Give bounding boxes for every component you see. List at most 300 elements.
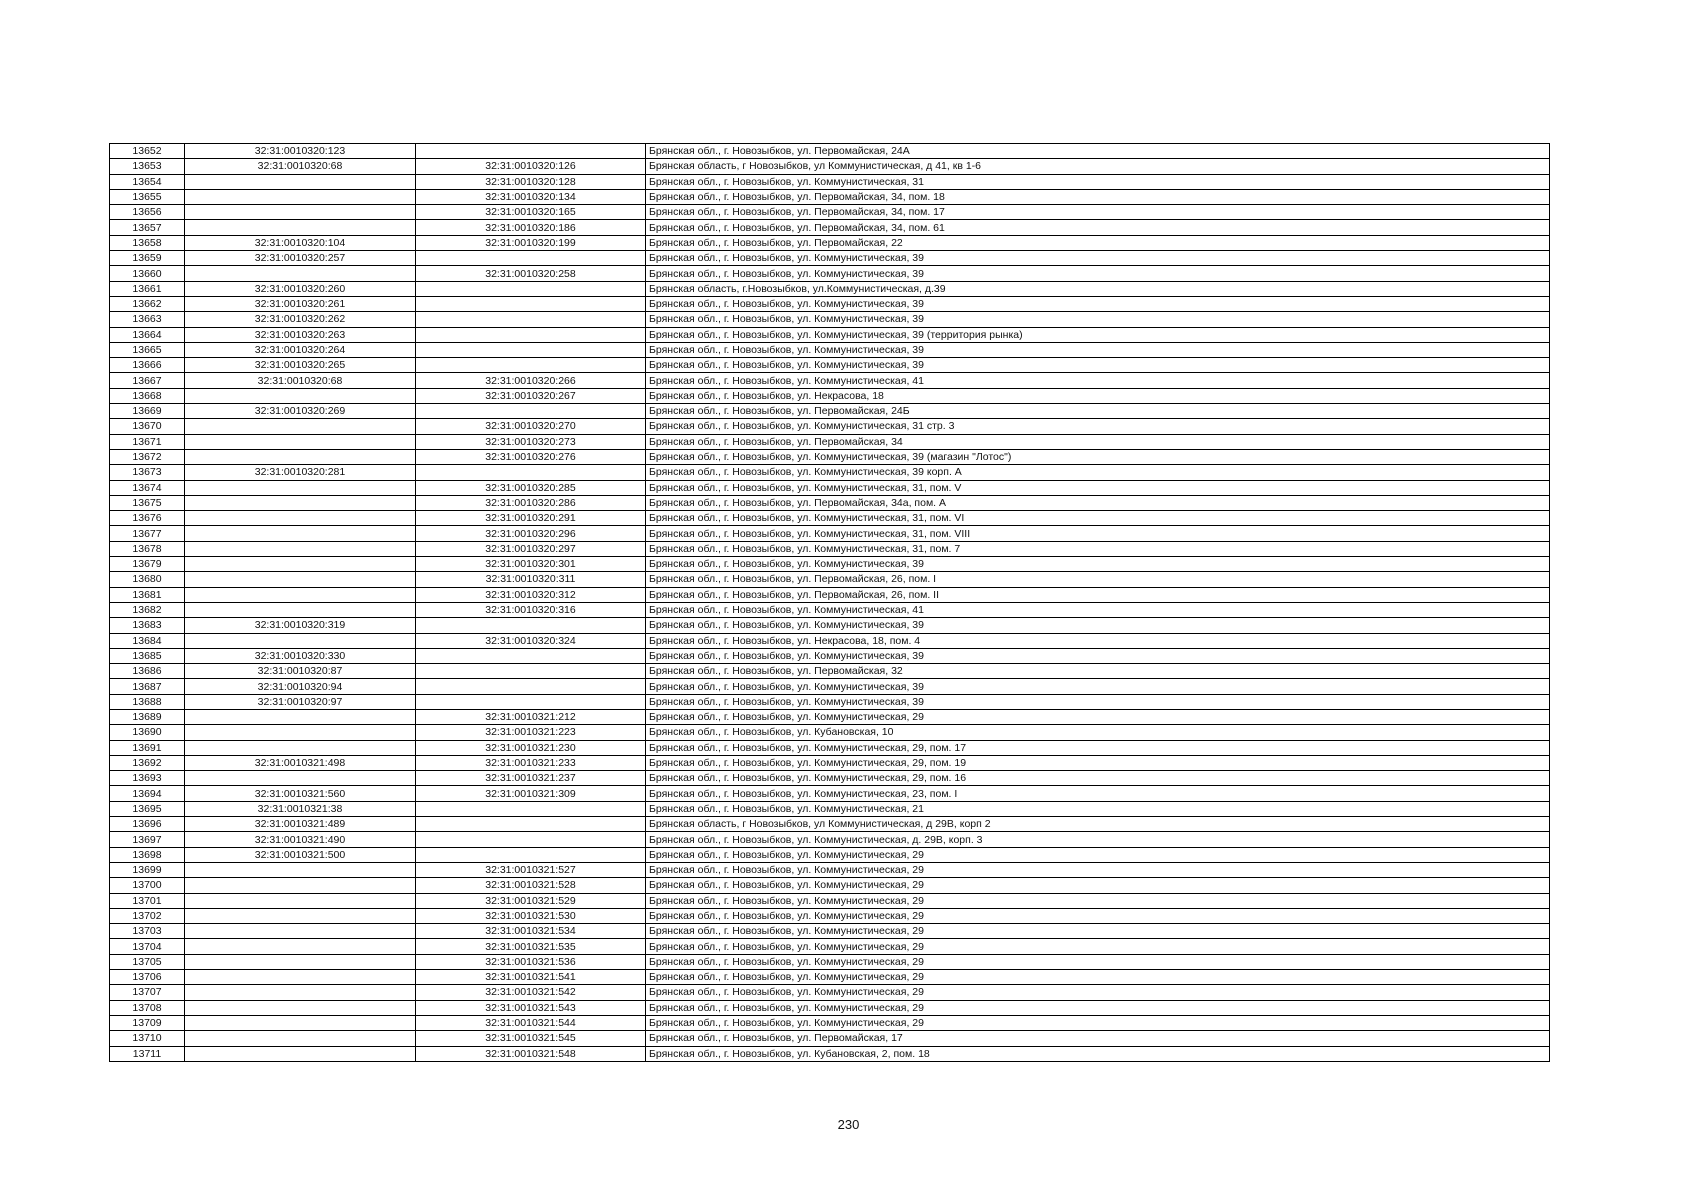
row-number-cell: 13668 bbox=[110, 388, 185, 403]
address-cell: Брянская обл., г. Новозыбков, ул. Коммунистическая, 39 bbox=[646, 312, 1550, 327]
cadastral-number-cell bbox=[185, 189, 416, 204]
table-row bbox=[110, 312, 1550, 327]
table-row bbox=[110, 771, 1550, 786]
address-cell: Брянская область, г Новозыбков, ул Коммунистическая, д 41, кв 1-6 bbox=[646, 159, 1550, 174]
related-cadastral-number-cell bbox=[416, 847, 646, 862]
related-cadastral-number-cell: 32:31:0010320:273 bbox=[416, 434, 646, 449]
related-cadastral-number-cell: 32:31:0010321:233 bbox=[416, 755, 646, 770]
table-row bbox=[110, 633, 1550, 648]
cadastral-number-cell bbox=[185, 908, 416, 923]
cadastral-number-cell bbox=[185, 709, 416, 724]
row-number-cell: 13689 bbox=[110, 709, 185, 724]
table-row bbox=[110, 970, 1550, 985]
cadastral-number-cell bbox=[185, 266, 416, 281]
address-cell: Брянская обл., г. Новозыбков, ул. Некрасова, 18 bbox=[646, 388, 1550, 403]
table-row bbox=[110, 251, 1550, 266]
row-number-cell: 13683 bbox=[110, 618, 185, 633]
table-row bbox=[110, 648, 1550, 663]
related-cadastral-number-cell: 32:31:0010321:535 bbox=[416, 939, 646, 954]
row-number-cell: 13674 bbox=[110, 480, 185, 495]
row-number-cell: 13652 bbox=[110, 144, 185, 159]
row-number-cell: 13692 bbox=[110, 755, 185, 770]
address-cell: Брянская обл., г. Новозыбков, ул. Коммунистическая, 29, пом. 19 bbox=[646, 755, 1550, 770]
row-number-cell: 13702 bbox=[110, 908, 185, 923]
address-cell: Брянская обл., г. Новозыбков, ул. Первомайская, 32 bbox=[646, 664, 1550, 679]
related-cadastral-number-cell bbox=[416, 342, 646, 357]
table-row bbox=[110, 939, 1550, 954]
table-row bbox=[110, 434, 1550, 449]
related-cadastral-number-cell: 32:31:0010321:527 bbox=[416, 862, 646, 877]
cadastral-number-cell: 32:31:0010321:38 bbox=[185, 801, 416, 816]
address-cell: Брянская обл., г. Новозыбков, ул. Первомайская, 34а, пом. А bbox=[646, 495, 1550, 510]
row-number-cell: 13703 bbox=[110, 924, 185, 939]
row-number-cell: 13690 bbox=[110, 725, 185, 740]
related-cadastral-number-cell bbox=[416, 801, 646, 816]
address-cell: Брянская обл., г. Новозыбков, ул. Первомайская, 34, пом. 18 bbox=[646, 189, 1550, 204]
cadastral-number-cell: 32:31:0010321:498 bbox=[185, 755, 416, 770]
cadastral-number-cell bbox=[185, 587, 416, 602]
cadastral-number-cell bbox=[185, 725, 416, 740]
table-row bbox=[110, 878, 1550, 893]
cadastral-number-cell bbox=[185, 434, 416, 449]
row-number-cell: 13688 bbox=[110, 694, 185, 709]
table-row bbox=[110, 786, 1550, 801]
related-cadastral-number-cell: 32:31:0010320:276 bbox=[416, 449, 646, 464]
related-cadastral-number-cell: 32:31:0010321:542 bbox=[416, 985, 646, 1000]
cadastral-number-cell bbox=[185, 419, 416, 434]
table-row bbox=[110, 235, 1550, 250]
address-cell: Брянская обл., г. Новозыбков, ул. Коммунистическая, 29 bbox=[646, 878, 1550, 893]
cadastral-number-cell bbox=[185, 205, 416, 220]
table-row bbox=[110, 1031, 1550, 1046]
row-number-cell: 13694 bbox=[110, 786, 185, 801]
row-number-cell: 13672 bbox=[110, 449, 185, 464]
address-cell: Брянская обл., г. Новозыбков, ул. Коммунистическая, 39 bbox=[646, 557, 1550, 572]
related-cadastral-number-cell: 32:31:0010320:199 bbox=[416, 235, 646, 250]
address-cell: Брянская обл., г. Новозыбков, ул. Коммунистическая, 39 bbox=[646, 342, 1550, 357]
address-cell: Брянская обл., г. Новозыбков, ул. Первомайская, 34, пом. 61 bbox=[646, 220, 1550, 235]
table-row bbox=[110, 847, 1550, 862]
cadastral-number-cell bbox=[185, 1015, 416, 1030]
related-cadastral-number-cell: 32:31:0010320:285 bbox=[416, 480, 646, 495]
table-row bbox=[110, 189, 1550, 204]
address-cell: Брянская обл., г. Новозыбков, ул. Первомайская, 22 bbox=[646, 235, 1550, 250]
cadastral-number-cell: 32:31:0010320:262 bbox=[185, 312, 416, 327]
cadastral-number-cell bbox=[185, 511, 416, 526]
table-row bbox=[110, 1015, 1550, 1030]
address-cell: Брянская обл., г. Новозыбков, ул. Первомайская, 17 bbox=[646, 1031, 1550, 1046]
row-number-cell: 13660 bbox=[110, 266, 185, 281]
cadastral-number-cell: 32:31:0010320:123 bbox=[185, 144, 416, 159]
row-number-cell: 13706 bbox=[110, 970, 185, 985]
table-row bbox=[110, 526, 1550, 541]
related-cadastral-number-cell bbox=[416, 251, 646, 266]
table-row bbox=[110, 449, 1550, 464]
related-cadastral-number-cell: 32:31:0010320:291 bbox=[416, 511, 646, 526]
address-cell: Брянская обл., г. Новозыбков, ул. Коммунистическая, 29, пом. 17 bbox=[646, 740, 1550, 755]
address-cell: Брянская обл., г. Новозыбков, ул. Кубановская, 2, пом. 18 bbox=[646, 1046, 1550, 1061]
table-row bbox=[110, 924, 1550, 939]
cadastral-number-cell bbox=[185, 557, 416, 572]
row-number-cell: 13659 bbox=[110, 251, 185, 266]
table-row bbox=[110, 602, 1550, 617]
table-row bbox=[110, 862, 1550, 877]
registry-table bbox=[109, 143, 1550, 1062]
row-number-cell: 13701 bbox=[110, 893, 185, 908]
cadastral-number-cell: 32:31:0010320:261 bbox=[185, 296, 416, 311]
cadastral-number-cell bbox=[185, 878, 416, 893]
related-cadastral-number-cell: 32:31:0010320:134 bbox=[416, 189, 646, 204]
cadastral-number-cell: 32:31:0010320:260 bbox=[185, 281, 416, 296]
address-cell: Брянская обл., г. Новозыбков, ул. Коммунистическая, 39 bbox=[646, 358, 1550, 373]
row-number-cell: 13695 bbox=[110, 801, 185, 816]
related-cadastral-number-cell: 32:31:0010321:528 bbox=[416, 878, 646, 893]
address-cell: Брянская обл., г. Новозыбков, ул. Коммунистическая, 29 bbox=[646, 893, 1550, 908]
table-row bbox=[110, 664, 1550, 679]
table-row bbox=[110, 419, 1550, 434]
address-cell: Брянская область, г Новозыбков, ул Коммунистическая, д 29В, корп 2 bbox=[646, 817, 1550, 832]
row-number-cell: 13671 bbox=[110, 434, 185, 449]
related-cadastral-number-cell: 32:31:0010321:529 bbox=[416, 893, 646, 908]
related-cadastral-number-cell bbox=[416, 832, 646, 847]
row-number-cell: 13708 bbox=[110, 1000, 185, 1015]
row-number-cell: 13673 bbox=[110, 465, 185, 480]
related-cadastral-number-cell bbox=[416, 358, 646, 373]
cadastral-number-cell: 32:31:0010320:97 bbox=[185, 694, 416, 709]
address-cell: Брянская обл., г. Новозыбков, ул. Коммунистическая, 31, пом. V bbox=[646, 480, 1550, 495]
cadastral-number-cell: 32:31:0010320:94 bbox=[185, 679, 416, 694]
table-row bbox=[110, 679, 1550, 694]
table-row bbox=[110, 465, 1550, 480]
related-cadastral-number-cell: 32:31:0010320:301 bbox=[416, 557, 646, 572]
related-cadastral-number-cell bbox=[416, 296, 646, 311]
row-number-cell: 13657 bbox=[110, 220, 185, 235]
cadastral-number-cell: 32:31:0010320:281 bbox=[185, 465, 416, 480]
row-number-cell: 13711 bbox=[110, 1046, 185, 1061]
row-number-cell: 13687 bbox=[110, 679, 185, 694]
related-cadastral-number-cell: 32:31:0010321:544 bbox=[416, 1015, 646, 1030]
related-cadastral-number-cell: 32:31:0010321:212 bbox=[416, 709, 646, 724]
related-cadastral-number-cell bbox=[416, 817, 646, 832]
address-cell: Брянская обл., г. Новозыбков, ул. Коммунистическая, 31, пом. VI bbox=[646, 511, 1550, 526]
table-row bbox=[110, 618, 1550, 633]
address-cell: Брянская обл., г. Новозыбков, ул. Коммунистическая, 29 bbox=[646, 1000, 1550, 1015]
table-row bbox=[110, 541, 1550, 556]
related-cadastral-number-cell bbox=[416, 694, 646, 709]
row-number-cell: 13684 bbox=[110, 633, 185, 648]
address-cell: Брянская обл., г. Новозыбков, ул. Коммунистическая, 29 bbox=[646, 985, 1550, 1000]
cadastral-number-cell bbox=[185, 633, 416, 648]
table-row bbox=[110, 388, 1550, 403]
related-cadastral-number-cell: 32:31:0010321:543 bbox=[416, 1000, 646, 1015]
cadastral-number-cell: 32:31:0010320:68 bbox=[185, 373, 416, 388]
row-number-cell: 13693 bbox=[110, 771, 185, 786]
table-row bbox=[110, 985, 1550, 1000]
cadastral-number-cell bbox=[185, 1046, 416, 1061]
cadastral-number-cell: 32:31:0010320:257 bbox=[185, 251, 416, 266]
address-cell: Брянская обл., г. Новозыбков, ул. Коммунистическая, 39 корп. А bbox=[646, 465, 1550, 480]
address-cell: Брянская обл., г. Новозыбков, ул. Коммунистическая, 31, пом. VIII bbox=[646, 526, 1550, 541]
cadastral-number-cell: 32:31:0010320:263 bbox=[185, 327, 416, 342]
row-number-cell: 13709 bbox=[110, 1015, 185, 1030]
table-row bbox=[110, 281, 1550, 296]
address-cell: Брянская обл., г. Новозыбков, ул. Коммунистическая, 31 стр. 3 bbox=[646, 419, 1550, 434]
table-row bbox=[110, 954, 1550, 969]
row-number-cell: 13669 bbox=[110, 404, 185, 419]
cadastral-number-cell: 32:31:0010320:87 bbox=[185, 664, 416, 679]
related-cadastral-number-cell: 32:31:0010320:296 bbox=[416, 526, 646, 541]
address-cell: Брянская обл., г. Новозыбков, ул. Коммунистическая, 39 bbox=[646, 679, 1550, 694]
table-row bbox=[110, 587, 1550, 602]
address-cell: Брянская обл., г. Новозыбков, ул. Коммунистическая, 31, пом. 7 bbox=[646, 541, 1550, 556]
cadastral-number-cell: 32:31:0010320:319 bbox=[185, 618, 416, 633]
cadastral-number-cell: 32:31:0010320:330 bbox=[185, 648, 416, 663]
cadastral-number-cell bbox=[185, 893, 416, 908]
table-row bbox=[110, 572, 1550, 587]
table-row bbox=[110, 174, 1550, 189]
row-number-cell: 13666 bbox=[110, 358, 185, 373]
table-row bbox=[110, 893, 1550, 908]
address-cell: Брянская обл., г. Новозыбков, ул. Первомайская, 26, пом. I bbox=[646, 572, 1550, 587]
related-cadastral-number-cell: 32:31:0010320:165 bbox=[416, 205, 646, 220]
related-cadastral-number-cell bbox=[416, 664, 646, 679]
cadastral-number-cell bbox=[185, 924, 416, 939]
address-cell: Брянская обл., г. Новозыбков, ул. Коммунистическая, 29 bbox=[646, 862, 1550, 877]
row-number-cell: 13698 bbox=[110, 847, 185, 862]
row-number-cell: 13662 bbox=[110, 296, 185, 311]
table-row bbox=[110, 908, 1550, 923]
related-cadastral-number-cell: 32:31:0010321:541 bbox=[416, 970, 646, 985]
cadastral-number-cell: 32:31:0010320:269 bbox=[185, 404, 416, 419]
address-cell: Брянская обл., г. Новозыбков, ул. Коммунистическая, 41 bbox=[646, 602, 1550, 617]
cadastral-number-cell bbox=[185, 1000, 416, 1015]
address-cell: Брянская обл., г. Новозыбков, ул. Первомайская, 34, пом. 17 bbox=[646, 205, 1550, 220]
cadastral-number-cell: 32:31:0010320:104 bbox=[185, 235, 416, 250]
related-cadastral-number-cell: 32:31:0010320:286 bbox=[416, 495, 646, 510]
row-number-cell: 13665 bbox=[110, 342, 185, 357]
table-row bbox=[110, 159, 1550, 174]
row-number-cell: 13699 bbox=[110, 862, 185, 877]
cadastral-number-cell bbox=[185, 220, 416, 235]
cadastral-number-cell: 32:31:0010321:489 bbox=[185, 817, 416, 832]
row-number-cell: 13707 bbox=[110, 985, 185, 1000]
row-number-cell: 13681 bbox=[110, 587, 185, 602]
row-number-cell: 13664 bbox=[110, 327, 185, 342]
related-cadastral-number-cell bbox=[416, 648, 646, 663]
row-number-cell: 13661 bbox=[110, 281, 185, 296]
related-cadastral-number-cell: 32:31:0010321:534 bbox=[416, 924, 646, 939]
related-cadastral-number-cell: 32:31:0010320:267 bbox=[416, 388, 646, 403]
table-row bbox=[110, 740, 1550, 755]
address-cell: Брянская обл., г. Новозыбков, ул. Первомайская, 26, пом. II bbox=[646, 587, 1550, 602]
related-cadastral-number-cell bbox=[416, 144, 646, 159]
related-cadastral-number-cell bbox=[416, 618, 646, 633]
related-cadastral-number-cell: 32:31:0010321:536 bbox=[416, 954, 646, 969]
related-cadastral-number-cell bbox=[416, 327, 646, 342]
row-number-cell: 13679 bbox=[110, 557, 185, 572]
row-number-cell: 13675 bbox=[110, 495, 185, 510]
address-cell: Брянская обл., г. Новозыбков, ул. Коммунистическая, 39 (территория рынка) bbox=[646, 327, 1550, 342]
row-number-cell: 13676 bbox=[110, 511, 185, 526]
related-cadastral-number-cell: 32:31:0010321:530 bbox=[416, 908, 646, 923]
table-row bbox=[110, 725, 1550, 740]
cadastral-number-cell bbox=[185, 862, 416, 877]
row-number-cell: 13653 bbox=[110, 159, 185, 174]
related-cadastral-number-cell: 32:31:0010320:311 bbox=[416, 572, 646, 587]
table-row bbox=[110, 495, 1550, 510]
cadastral-number-cell: 32:31:0010321:560 bbox=[185, 786, 416, 801]
related-cadastral-number-cell: 32:31:0010321:223 bbox=[416, 725, 646, 740]
cadastral-number-cell: 32:31:0010321:500 bbox=[185, 847, 416, 862]
address-cell: Брянская обл., г. Новозыбков, ул. Первомайская, 34 bbox=[646, 434, 1550, 449]
table-row bbox=[110, 342, 1550, 357]
related-cadastral-number-cell: 32:31:0010320:266 bbox=[416, 373, 646, 388]
row-number-cell: 13691 bbox=[110, 740, 185, 755]
cadastral-number-cell bbox=[185, 939, 416, 954]
row-number-cell: 13678 bbox=[110, 541, 185, 556]
related-cadastral-number-cell: 32:31:0010320:126 bbox=[416, 159, 646, 174]
address-cell: Брянская обл., г. Новозыбков, ул. Коммунистическая, 41 bbox=[646, 373, 1550, 388]
address-cell: Брянская обл., г. Новозыбков, ул. Коммунистическая, 29 bbox=[646, 908, 1550, 923]
related-cadastral-number-cell: 32:31:0010321:237 bbox=[416, 771, 646, 786]
table-row bbox=[110, 801, 1550, 816]
cadastral-number-cell bbox=[185, 602, 416, 617]
row-number-cell: 13704 bbox=[110, 939, 185, 954]
address-cell: Брянская обл., г. Новозыбков, ул. Коммунистическая, 29 bbox=[646, 709, 1550, 724]
row-number-cell: 13670 bbox=[110, 419, 185, 434]
row-number-cell: 13663 bbox=[110, 312, 185, 327]
related-cadastral-number-cell: 32:31:0010320:324 bbox=[416, 633, 646, 648]
address-cell: Брянская обл., г. Новозыбков, ул. Коммунистическая, д. 29В, корп. 3 bbox=[646, 832, 1550, 847]
table-row bbox=[110, 373, 1550, 388]
cadastral-number-cell bbox=[185, 449, 416, 464]
table-row bbox=[110, 1000, 1550, 1015]
table-row bbox=[110, 755, 1550, 770]
address-cell: Брянская обл., г. Новозыбков, ул. Коммунистическая, 29 bbox=[646, 1015, 1550, 1030]
cadastral-number-cell bbox=[185, 954, 416, 969]
related-cadastral-number-cell bbox=[416, 465, 646, 480]
cadastral-number-cell bbox=[185, 572, 416, 587]
related-cadastral-number-cell: 32:31:0010320:297 bbox=[416, 541, 646, 556]
related-cadastral-number-cell: 32:31:0010320:128 bbox=[416, 174, 646, 189]
row-number-cell: 13667 bbox=[110, 373, 185, 388]
table-row bbox=[110, 266, 1550, 281]
row-number-cell: 13697 bbox=[110, 832, 185, 847]
address-cell: Брянская обл., г. Новозыбков, ул. Коммунистическая, 29 bbox=[646, 954, 1550, 969]
related-cadastral-number-cell: 32:31:0010320:258 bbox=[416, 266, 646, 281]
cadastral-number-cell bbox=[185, 480, 416, 495]
address-cell: Брянская область, г.Новозыбков, ул.Коммунистическая, д.39 bbox=[646, 281, 1550, 296]
row-number-cell: 13682 bbox=[110, 602, 185, 617]
related-cadastral-number-cell bbox=[416, 404, 646, 419]
related-cadastral-number-cell: 32:31:0010320:316 bbox=[416, 602, 646, 617]
table-row bbox=[110, 511, 1550, 526]
address-cell: Брянская обл., г. Новозыбков, ул. Кубановская, 10 bbox=[646, 725, 1550, 740]
row-number-cell: 13654 bbox=[110, 174, 185, 189]
cadastral-number-cell: 32:31:0010321:490 bbox=[185, 832, 416, 847]
address-cell: Брянская обл., г. Новозыбков, ул. Коммунистическая, 29 bbox=[646, 847, 1550, 862]
row-number-cell: 13686 bbox=[110, 664, 185, 679]
row-number-cell: 13655 bbox=[110, 189, 185, 204]
address-cell: Брянская обл., г. Новозыбков, ул. Коммунистическая, 21 bbox=[646, 801, 1550, 816]
related-cadastral-number-cell bbox=[416, 679, 646, 694]
address-cell: Брянская обл., г. Новозыбков, ул. Коммунистическая, 29, пом. 16 bbox=[646, 771, 1550, 786]
related-cadastral-number-cell: 32:31:0010321:309 bbox=[416, 786, 646, 801]
cadastral-number-cell bbox=[185, 526, 416, 541]
related-cadastral-number-cell: 32:31:0010320:312 bbox=[416, 587, 646, 602]
cadastral-number-cell bbox=[185, 174, 416, 189]
address-cell: Брянская обл., г. Новозыбков, ул. Коммунистическая, 31 bbox=[646, 174, 1550, 189]
address-cell: Брянская обл., г. Новозыбков, ул. Некрасова, 18, пом. 4 bbox=[646, 633, 1550, 648]
row-number-cell: 13680 bbox=[110, 572, 185, 587]
cadastral-number-cell bbox=[185, 541, 416, 556]
cadastral-number-cell: 32:31:0010320:68 bbox=[185, 159, 416, 174]
address-cell: Брянская обл., г. Новозыбков, ул. Коммунистическая, 39 bbox=[646, 251, 1550, 266]
row-number-cell: 13658 bbox=[110, 235, 185, 250]
cadastral-number-cell bbox=[185, 740, 416, 755]
related-cadastral-number-cell: 32:31:0010320:270 bbox=[416, 419, 646, 434]
table-row bbox=[110, 1046, 1550, 1061]
cadastral-number-cell bbox=[185, 970, 416, 985]
cadastral-number-cell bbox=[185, 985, 416, 1000]
cadastral-number-cell: 32:31:0010320:264 bbox=[185, 342, 416, 357]
related-cadastral-number-cell bbox=[416, 281, 646, 296]
row-number-cell: 13705 bbox=[110, 954, 185, 969]
address-cell: Брянская обл., г. Новозыбков, ул. Коммунистическая, 29 bbox=[646, 970, 1550, 985]
table-row bbox=[110, 557, 1550, 572]
table-row bbox=[110, 296, 1550, 311]
table-row bbox=[110, 220, 1550, 235]
related-cadastral-number-cell bbox=[416, 312, 646, 327]
table-row bbox=[110, 404, 1550, 419]
related-cadastral-number-cell: 32:31:0010321:548 bbox=[416, 1046, 646, 1061]
address-cell: Брянская обл., г. Новозыбков, ул. Коммунистическая, 39 bbox=[646, 266, 1550, 281]
address-cell: Брянская обл., г. Новозыбков, ул. Первомайская, 24А bbox=[646, 144, 1550, 159]
table-row bbox=[110, 327, 1550, 342]
row-number-cell: 13656 bbox=[110, 205, 185, 220]
row-number-cell: 13710 bbox=[110, 1031, 185, 1046]
address-cell: Брянская обл., г. Новозыбков, ул. Коммунистическая, 39 bbox=[646, 296, 1550, 311]
address-cell: Брянская обл., г. Новозыбков, ул. Коммунистическая, 39 bbox=[646, 618, 1550, 633]
related-cadastral-number-cell: 32:31:0010320:186 bbox=[416, 220, 646, 235]
registry-table-body bbox=[110, 144, 1550, 1062]
table-row bbox=[110, 480, 1550, 495]
address-cell: Брянская обл., г. Новозыбков, ул. Коммунистическая, 23, пом. I bbox=[646, 786, 1550, 801]
cadastral-number-cell bbox=[185, 1031, 416, 1046]
cadastral-number-cell: 32:31:0010320:265 bbox=[185, 358, 416, 373]
address-cell: Брянская обл., г. Новозыбков, ул. Первомайская, 24Б bbox=[646, 404, 1550, 419]
row-number-cell: 13677 bbox=[110, 526, 185, 541]
table-row bbox=[110, 709, 1550, 724]
related-cadastral-number-cell: 32:31:0010321:545 bbox=[416, 1031, 646, 1046]
address-cell: Брянская обл., г. Новозыбков, ул. Коммунистическая, 39 (магазин "Лотос") bbox=[646, 449, 1550, 464]
row-number-cell: 13685 bbox=[110, 648, 185, 663]
row-number-cell: 13700 bbox=[110, 878, 185, 893]
related-cadastral-number-cell: 32:31:0010321:230 bbox=[416, 740, 646, 755]
cadastral-number-cell bbox=[185, 771, 416, 786]
table-row bbox=[110, 205, 1550, 220]
page-number: 230 bbox=[837, 1117, 860, 1132]
table-row bbox=[110, 832, 1550, 847]
address-cell: Брянская обл., г. Новозыбков, ул. Коммунистическая, 39 bbox=[646, 694, 1550, 709]
address-cell: Брянская обл., г. Новозыбков, ул. Коммунистическая, 29 bbox=[646, 939, 1550, 954]
cadastral-number-cell bbox=[185, 495, 416, 510]
table-row bbox=[110, 694, 1550, 709]
row-number-cell: 13696 bbox=[110, 817, 185, 832]
cadastral-number-cell bbox=[185, 388, 416, 403]
table-row bbox=[110, 817, 1550, 832]
table-row bbox=[110, 144, 1550, 159]
